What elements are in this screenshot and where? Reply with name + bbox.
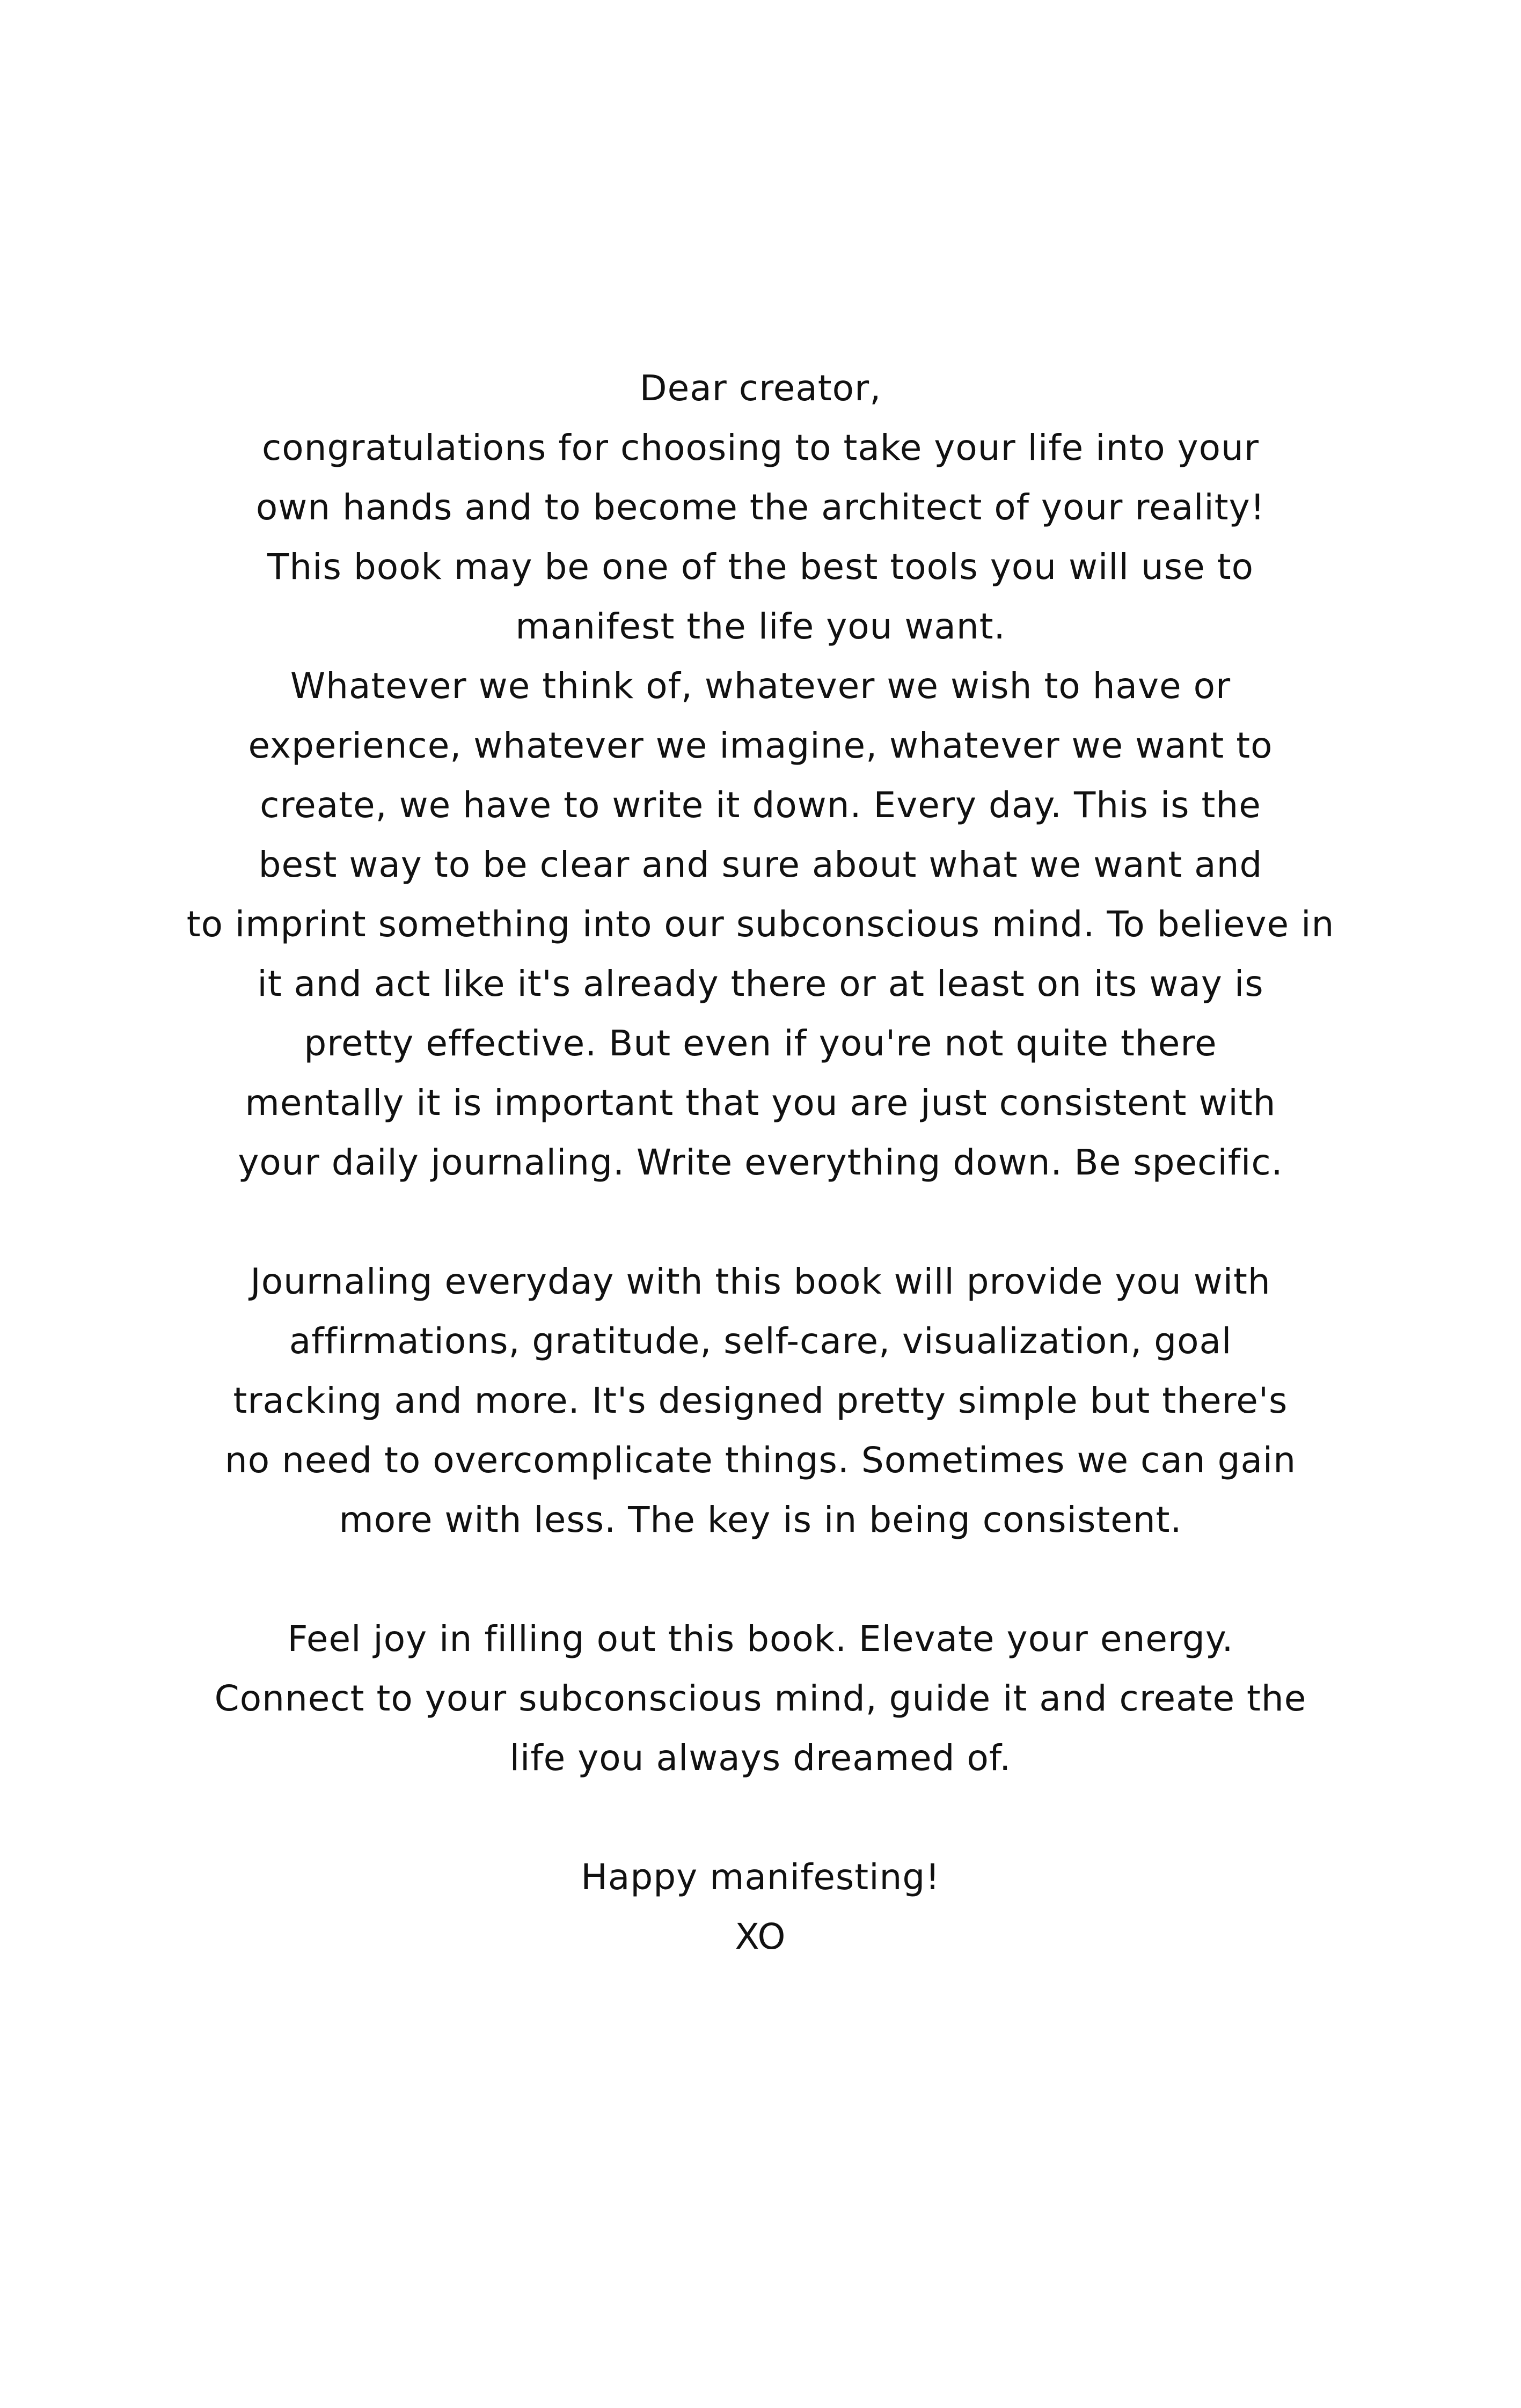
- paragraph-joy: [0, 1609, 1521, 1788]
- text-line: mentally it is important that you are just consistent with: [245, 1082, 1276, 1124]
- text-line: more with less. The key is in being consistent.: [339, 1499, 1182, 1540]
- letter-body: [0, 358, 1521, 1966]
- text-line: own hands and to become the architect of your reality!: [255, 487, 1266, 528]
- text-line: no need to overcomplicate things. Sometimes we can gain: [224, 1440, 1297, 1481]
- signoff: XO: [735, 1916, 786, 1957]
- closing: Happy manifesting!: [581, 1856, 940, 1898]
- text-line: your daily journaling. Write everything down. Be specific.: [238, 1142, 1283, 1183]
- salutation: Dear creator,: [639, 368, 882, 409]
- text-line: Feel joy in filling out this book. Elevate your energy.: [287, 1618, 1234, 1660]
- text-line: This book may be one of the best tools you will use to: [267, 546, 1254, 588]
- paragraph-intro: [0, 418, 1521, 1192]
- paragraph-gap: [0, 1550, 1521, 1609]
- text-line: it and act like it's already there or at least on its way is: [257, 963, 1264, 1004]
- text-line: tracking and more. It's designed pretty simple but there's: [233, 1380, 1288, 1421]
- paragraph-gap: [0, 1788, 1521, 1847]
- text-line: to imprint something into our subconscious mind. To believe in: [186, 904, 1335, 945]
- text-line: best way to be clear and sure about what we want and: [258, 844, 1263, 885]
- text-line: pretty effective. But even if you're not quite there: [304, 1023, 1217, 1064]
- text-line: Connect to your subconscious mind, guide it and create the: [214, 1678, 1307, 1719]
- text-line: Journaling everyday with this book will provide you with: [250, 1261, 1271, 1302]
- paragraph-journaling: [0, 1252, 1521, 1550]
- text-line: experience, whatever we imagine, whatever we want to: [248, 725, 1273, 766]
- text-line: Whatever we think of, whatever we wish to have or: [290, 665, 1231, 707]
- text-line: life you always dreamed of.: [509, 1737, 1012, 1779]
- text-line: create, we have to write it down. Every day. This is the: [260, 784, 1261, 826]
- paragraph-gap: [0, 1192, 1521, 1252]
- text-line: manifest the life you want.: [515, 606, 1006, 647]
- text-line: congratulations for choosing to take your life into your: [262, 427, 1259, 468]
- text-line: affirmations, gratitude, self-care, visualization, goal: [289, 1320, 1232, 1362]
